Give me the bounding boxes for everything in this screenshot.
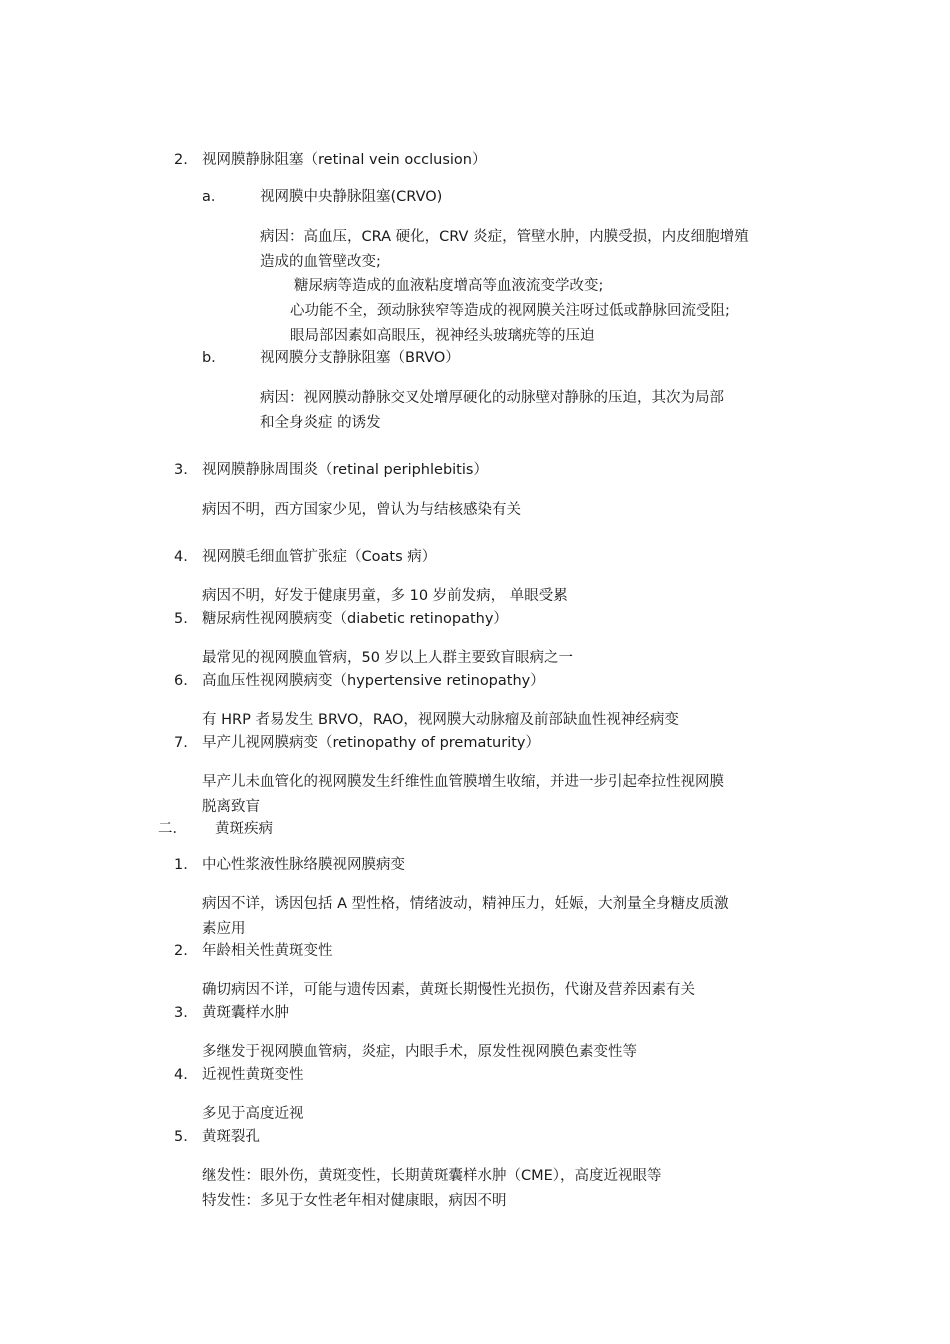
list-number: 2.	[174, 943, 188, 959]
list-number: 6.	[174, 673, 188, 689]
paragraph-line: 病因不详，诱因包括 A 型性格，情绪波动，精神压力，妊娠，大剂量全身糖皮质激	[202, 896, 729, 912]
paragraph-line: 多继发于视网膜血管病，炎症，内眼手术，原发性视网膜色素变性等	[202, 1044, 637, 1060]
paragraph-line: 继发性：眼外伤，黄斑变性，长期黄斑囊样水肿（CME），高度近视眼等	[202, 1168, 662, 1184]
part-number: 二．	[158, 821, 187, 837]
paragraph-line: 素应用	[202, 921, 246, 937]
section-heading: 视网膜毛细血管扩张症（Coats 病）	[202, 549, 437, 565]
paragraph-line: 确切病因不详，可能与遗传因素，黄斑长期慢性光损伤，代谢及营养因素有关	[202, 982, 695, 998]
paragraph-line: 心功能不全，颈动脉狭窄等造成的视网膜关注呀过低或静脉回流受阻;	[290, 303, 730, 319]
section-heading: 黄斑裂孔	[202, 1129, 260, 1145]
section-heading: 高血压性视网膜病变（hypertensive retinopathy）	[202, 673, 545, 689]
paragraph-line: 病因不明，好发于健康男童，多 10 岁前发病， 单眼受累	[202, 588, 568, 604]
paragraph-line: 早产儿未血管化的视网膜发生纤维性血管膜增生收缩，并进一步引起牵拉性视网膜	[202, 774, 724, 790]
list-letter: a．	[202, 189, 226, 205]
section-heading: 黄斑囊样水肿	[202, 1005, 289, 1021]
list-number: 3.	[174, 462, 188, 478]
paragraph-line: 脱离致盲	[202, 799, 260, 815]
section-heading: 视网膜静脉阻塞（retinal vein occlusion）	[202, 152, 487, 168]
list-number: 1.	[174, 857, 188, 873]
list-number: 2.	[174, 152, 188, 168]
paragraph-line: 眼局部因素如高眼压，视神经头玻璃疣等的压迫	[290, 328, 595, 344]
list-number: 5.	[174, 1129, 188, 1145]
section-heading: 年龄相关性黄斑变性	[202, 943, 333, 959]
paragraph-line: 病因不明，西方国家少见，曾认为与结核感染有关	[202, 502, 521, 518]
section-heading: 中心性浆液性脉络膜视网膜病变	[202, 857, 405, 873]
subsection-heading: 视网膜分支静脉阻塞（BRVO）	[260, 350, 460, 366]
subsection-heading: 视网膜中央静脉阻塞(CRVO)	[260, 189, 443, 205]
paragraph-line: 特发性：多见于女性老年相对健康眼，病因不明	[202, 1193, 507, 1209]
section-heading: 糖尿病性视网膜病变（diabetic retinopathy）	[202, 611, 508, 627]
section-heading: 视网膜静脉周围炎（retinal periphlebitis）	[202, 462, 488, 478]
paragraph-line: 和全身炎症 的诱发	[260, 415, 381, 431]
list-number: 4.	[174, 549, 188, 565]
paragraph-line: 病因：高血压，CRA 硬化，CRV 炎症，管壁水肿，内膜受损，内皮细胞增殖	[260, 229, 749, 245]
paragraph-line: 有 HRP 者易发生 BRVO，RAO，视网膜大动脉瘤及前部缺血性视神经病变	[202, 712, 679, 728]
paragraph-line: 糖尿病等造成的血液粘度增高等血液流变学改变;	[294, 278, 604, 294]
list-number: 5.	[174, 611, 188, 627]
paragraph-line: 病因：视网膜动静脉交叉处增厚硬化的动脉壁对静脉的压迫，其次为局部	[260, 390, 724, 406]
section-heading: 近视性黄斑变性	[202, 1067, 304, 1083]
paragraph-line: 多见于高度近视	[202, 1106, 304, 1122]
list-number: 7.	[174, 735, 188, 751]
list-number: 3.	[174, 1005, 188, 1021]
list-number: 4.	[174, 1067, 188, 1083]
paragraph-line: 最常见的视网膜血管病，50 岁以上人群主要致盲眼病之一	[202, 650, 574, 666]
list-letter: b．	[202, 350, 226, 366]
paragraph-line: 造成的血管壁改变;	[260, 254, 381, 270]
part-heading: 黄斑疾病	[215, 821, 273, 837]
section-heading: 早产儿视网膜病变（retinopathy of prematurity）	[202, 735, 540, 751]
